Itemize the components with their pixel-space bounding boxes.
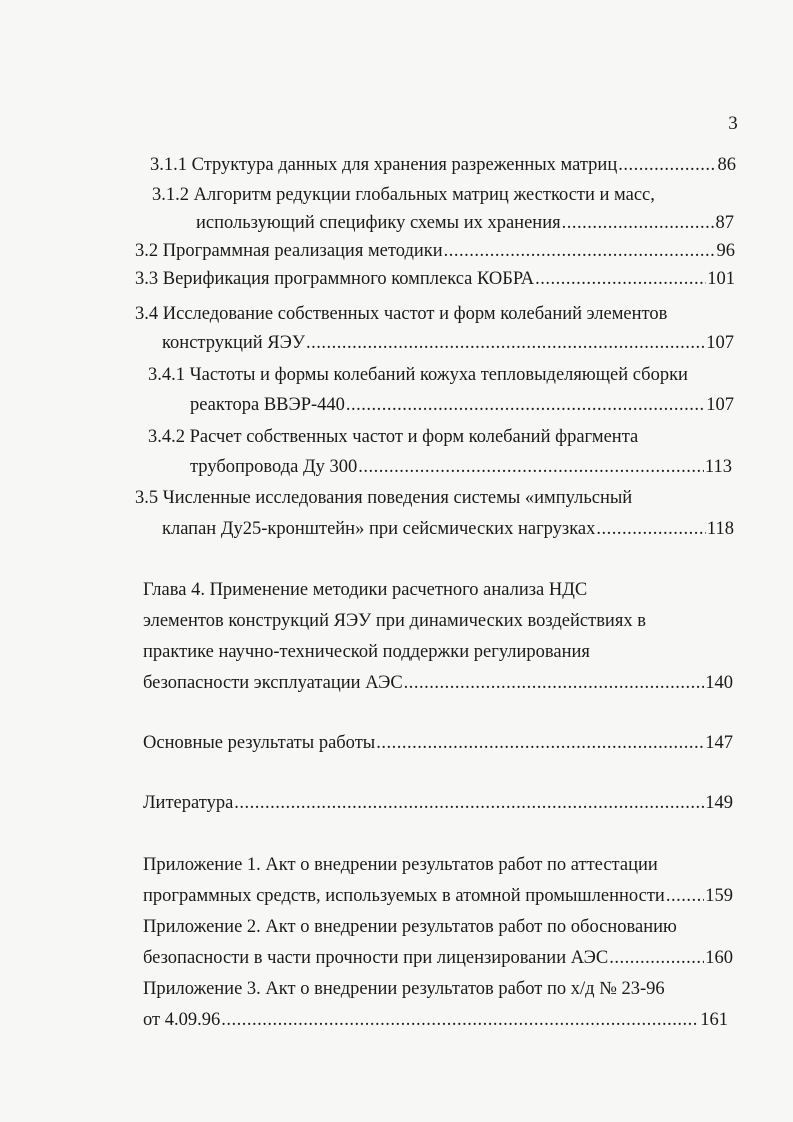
toc-entry-title: практике научно-технической поддержки регулирования bbox=[143, 642, 590, 662]
toc-dot-leader bbox=[666, 881, 704, 911]
toc-page-number: 86 bbox=[717, 155, 736, 175]
toc-page-number: 161 bbox=[700, 1010, 728, 1030]
toc-page-number: 118 bbox=[706, 519, 734, 539]
toc-entry-ch4-line3 bbox=[143, 637, 590, 667]
toc-entry-ch4-line2 bbox=[143, 606, 646, 636]
toc-entry-title: 3.1.1 Структура данных для хранения разреженных матриц bbox=[150, 155, 618, 175]
toc-entry-title: 3.3 Верификация программного комплекса КОБРА bbox=[135, 269, 535, 289]
toc-page-number: 101 bbox=[707, 269, 735, 289]
toc-page-number: 159 bbox=[705, 886, 733, 906]
toc-entry-app3-line1 bbox=[143, 974, 665, 1004]
toc-entry-ch4-line1 bbox=[143, 575, 587, 605]
toc-page-number: 140 bbox=[705, 673, 733, 693]
toc-page-number: 149 bbox=[705, 793, 733, 813]
toc-page-number: 96 bbox=[716, 241, 735, 261]
toc-entry-3-5-line2 bbox=[162, 514, 734, 544]
toc-entry-app2-line2 bbox=[143, 943, 733, 973]
toc-entry-title: реактора ВВЭР-440 bbox=[190, 395, 345, 415]
toc-entry-title: программных средств, используемых в атомной промышленности bbox=[143, 886, 665, 906]
toc-entry-3-4-line2 bbox=[162, 328, 734, 358]
toc-entry-title: 3.4.1 Частоты и формы колебаний кожуха тепловыделяющей сборки bbox=[148, 365, 688, 385]
toc-entry-3-4-line1 bbox=[135, 299, 667, 329]
toc-dot-leader bbox=[535, 264, 706, 294]
toc-page-number: 107 bbox=[706, 333, 734, 353]
toc-entry-literature bbox=[143, 788, 733, 818]
toc-entry-title: Литература bbox=[143, 793, 234, 813]
toc-entry-title: элементов конструкций ЯЭУ при динамических воздействиях в bbox=[143, 611, 646, 631]
toc-entry-title: клапан Ду25-кронштейн» при сейсмических нагрузках bbox=[162, 519, 596, 539]
toc-entry-3-1-2-line2 bbox=[196, 208, 734, 238]
page-number: 3 bbox=[728, 113, 738, 134]
toc-dot-leader bbox=[596, 514, 706, 544]
toc-entry-3-3 bbox=[135, 264, 735, 294]
toc-entry-title: безопасности эксплуатации АЭС bbox=[143, 673, 403, 693]
toc-entry-title: Приложение 2. Акт о внедрении результатов работ по обоснованию bbox=[143, 917, 677, 937]
toc-entry-title: трубопровода Ду 300 bbox=[190, 457, 358, 477]
toc-entry-3-2 bbox=[135, 236, 735, 266]
toc-entry-title: 3.5 Численные исследования поведения системы «импульсный bbox=[135, 488, 633, 508]
toc-entry-results bbox=[143, 728, 733, 758]
toc-entry-3-1-2-line1 bbox=[152, 180, 655, 210]
toc-page-number: 87 bbox=[715, 213, 734, 233]
toc-page-number: 160 bbox=[705, 948, 733, 968]
toc-dot-leader bbox=[234, 788, 704, 818]
toc-dot-leader bbox=[562, 208, 715, 238]
toc-entry-app1-line2 bbox=[143, 881, 733, 911]
toc-entry-title: использующий специфику схемы их хранения bbox=[196, 213, 561, 233]
toc-entry-title: 3.1.2 Алгоритм редукции глобальных матриц жесткости и масс, bbox=[152, 185, 655, 205]
toc-entry-3-4-2-line2 bbox=[190, 452, 732, 482]
toc-entry-3-4-1-line2 bbox=[190, 390, 734, 420]
toc-dot-leader bbox=[404, 668, 705, 698]
toc-entry-3-4-2-line1 bbox=[148, 422, 638, 452]
toc-dot-leader bbox=[376, 728, 704, 758]
toc-entry-3-4-1-line1 bbox=[148, 360, 688, 390]
toc-dot-leader bbox=[306, 328, 705, 358]
toc-entry-ch4-line4 bbox=[143, 668, 733, 698]
toc-page-number: 113 bbox=[704, 457, 732, 477]
toc-entry-title: Приложение 1. Акт о внедрении результатов работ по аттестации bbox=[143, 855, 658, 875]
toc-dot-leader bbox=[346, 390, 705, 420]
toc-entry-title: 3.4.2 Расчет собственных частот и форм колебаний фрагмента bbox=[148, 427, 639, 447]
toc-entry-title: конструкций ЯЭУ bbox=[162, 333, 305, 353]
toc-entry-title: безопасности в части прочности при лицензировании АЭС bbox=[143, 948, 609, 968]
toc-entry-title: Приложение 3. Акт о внедрении результатов работ по х/д № 23-96 bbox=[143, 979, 665, 999]
toc-entry-3-5-line1 bbox=[135, 483, 632, 513]
toc-entry-title: Основные результаты работы bbox=[143, 733, 376, 753]
toc-page-number: 147 bbox=[705, 733, 733, 753]
toc-entry-app2-line1 bbox=[143, 912, 677, 942]
toc-entry-app1-line1 bbox=[143, 850, 658, 880]
toc-entry-title: 3.4 Исследование собственных частот и форм колебаний элементов bbox=[135, 304, 668, 324]
toc-dot-leader bbox=[444, 236, 716, 266]
toc-dot-leader bbox=[618, 150, 716, 180]
toc-entry-app3-line2 bbox=[143, 1005, 728, 1035]
toc-entry-title: Глава 4. Применение методики расчетного анализа НДС bbox=[143, 580, 588, 600]
toc-dot-leader bbox=[358, 452, 704, 482]
toc-dot-leader bbox=[221, 1005, 699, 1035]
toc-entry-3-1-1 bbox=[150, 150, 736, 180]
toc-dot-leader bbox=[609, 943, 704, 973]
toc-page-number: 107 bbox=[706, 395, 734, 415]
toc-entry-title: от 4.09.96 bbox=[143, 1010, 221, 1030]
toc-entry-title: 3.2 Программная реализация методики bbox=[135, 241, 443, 261]
